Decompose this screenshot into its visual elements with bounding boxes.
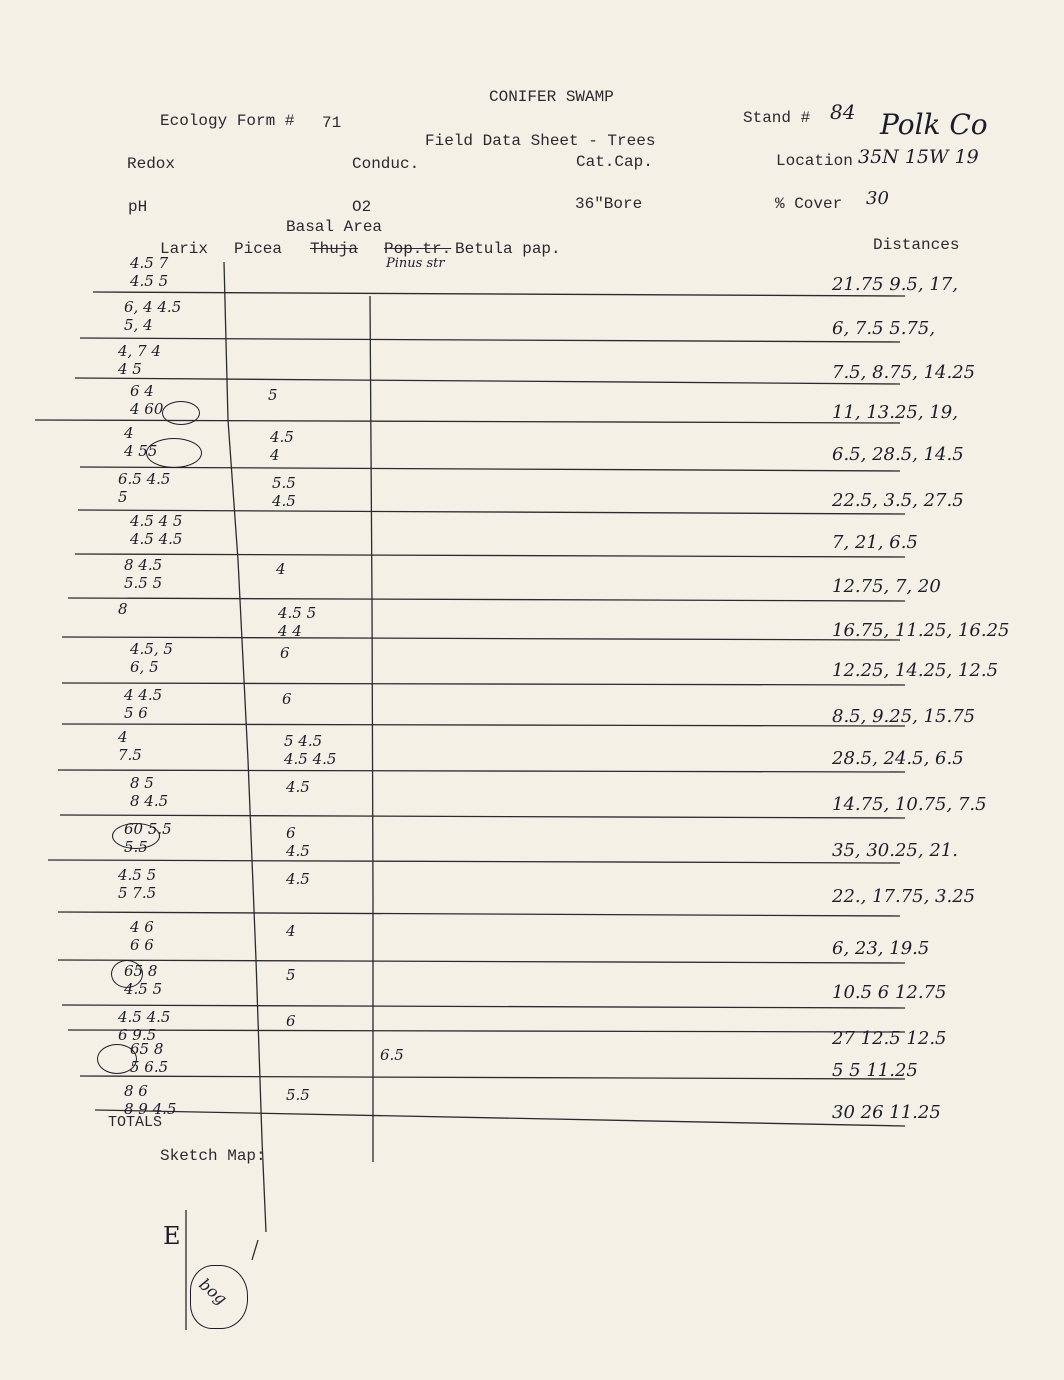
picea-value: 4.5 5 xyxy=(278,604,317,622)
larix-value: 6 6 xyxy=(130,936,154,954)
picea-value: 5 4.5 xyxy=(284,732,323,750)
col-betula: Betula pap. xyxy=(455,240,561,258)
picea-value: 4.5 xyxy=(272,492,296,510)
distances-value: 14.75, 10.75, 7.5 xyxy=(832,794,987,815)
larix-value: 5 7.5 xyxy=(118,884,157,902)
larix-value: 8 6 xyxy=(124,1082,148,1100)
larix-value: 4 60 xyxy=(130,400,164,418)
picea-value: 4 4 xyxy=(278,622,302,640)
picea-value: 6 xyxy=(286,1012,296,1030)
larix-value: 4, 7 4 xyxy=(118,342,161,360)
distances-value: 16.75, 11.25, 16.25 xyxy=(832,620,1010,641)
conduc-label: Conduc. xyxy=(352,155,420,173)
picea-value: 5 xyxy=(286,966,296,984)
totals-label: TOTALS xyxy=(108,1114,163,1131)
picea-value: 4 xyxy=(270,446,280,464)
larix-value: 4 xyxy=(118,728,128,746)
larix-value: 4 5 xyxy=(118,360,142,378)
location-value: 35N 15W 19 xyxy=(858,146,979,168)
larix-value: 8 xyxy=(118,600,128,618)
form-number: 71 xyxy=(322,114,342,132)
picea-value: 5.5 xyxy=(286,1086,310,1104)
larix-value: 6, 5 xyxy=(130,658,159,676)
distances-value: 12.75, 7, 20 xyxy=(832,576,941,597)
distances-value: 12.25, 14.25, 12.5 xyxy=(832,660,999,681)
larix-value: 8 5 xyxy=(130,774,154,792)
distances-value: 7.5, 8.75, 14.25 xyxy=(832,362,976,383)
distances-value: 5 5 11.25 xyxy=(832,1060,918,1081)
o2-label: O2 xyxy=(352,198,372,216)
redox-label: Redox xyxy=(127,155,176,173)
stand-number: 84 xyxy=(830,100,856,124)
picea-value: 6 xyxy=(280,644,290,662)
stand-label: Stand # xyxy=(743,109,811,127)
picea-value: 4.5 xyxy=(286,870,310,888)
larix-value: 65 8 xyxy=(124,962,158,980)
larix-value: 4 6 xyxy=(130,918,154,936)
larix-value: 4.5 4 5 xyxy=(130,512,183,530)
larix-value: 5 6 xyxy=(124,704,148,722)
bore-label: 36"Bore xyxy=(575,195,643,213)
larix-value: 4.5 5 xyxy=(130,272,169,290)
county-note: Polk Co xyxy=(880,108,988,141)
picea-value: 4 xyxy=(276,560,286,578)
larix-value: 5.5 5 xyxy=(124,574,163,592)
larix-value: 4.5 4.5 xyxy=(130,530,183,548)
distances-value: 22., 17.75, 3.25 xyxy=(832,886,976,907)
col-distances: Distances xyxy=(873,236,960,254)
picea-value: 4 xyxy=(286,922,296,940)
distances-value: 35, 30.25, 21. xyxy=(832,840,958,861)
distances-value: 8.5, 9.25, 15.75 xyxy=(832,706,976,727)
larix-value: 4.5, 5 xyxy=(130,640,173,658)
larix-value: 4 4.5 xyxy=(124,686,163,704)
distances-value: 6.5, 28.5, 14.5 xyxy=(832,444,964,465)
picea-value: 4.5 xyxy=(286,842,310,860)
larix-value: 4 55 xyxy=(124,442,158,460)
col-picea: Picea xyxy=(234,240,283,258)
cover-label: % Cover xyxy=(775,195,843,213)
circle-mark xyxy=(162,401,200,425)
col-larix: Larix xyxy=(160,240,209,258)
distances-value: 30 26 11.25 xyxy=(832,1102,941,1123)
sketch-label: Sketch Map: xyxy=(160,1147,266,1165)
picea-value: 6 xyxy=(282,690,292,708)
distances-value: 7, 21, 6.5 xyxy=(832,532,918,553)
pinus-note: Pinus str xyxy=(386,256,445,271)
picea-value: 5 xyxy=(268,386,278,404)
larix-value: 6 9.5 xyxy=(118,1026,157,1044)
larix-value: 8 9 4.5 xyxy=(124,1100,177,1118)
distances-value: 6, 23, 19.5 xyxy=(832,938,930,959)
basal-area-label: Basal Area xyxy=(286,218,383,236)
distances-value: 22.5, 3.5, 27.5 xyxy=(832,490,964,511)
catcap-label: Cat.Cap. xyxy=(576,153,653,171)
larix-value: 8 4.5 xyxy=(124,556,163,574)
picea-value: 5.5 xyxy=(272,474,296,492)
cover-value: 30 xyxy=(866,188,889,209)
sketch-e: E xyxy=(163,1222,181,1250)
picea-value: 6 xyxy=(286,824,296,842)
larix-value: 4.5 7 xyxy=(130,254,169,272)
larix-value: 7.5 xyxy=(118,746,142,764)
larix-value: 5.5 xyxy=(124,838,148,856)
distances-value: 6, 7.5 5.75, xyxy=(832,318,936,339)
ph-label: pH xyxy=(128,198,148,216)
form-subtitle: Field Data Sheet - Trees xyxy=(425,132,656,150)
larix-value: 65 8 xyxy=(130,1040,164,1058)
larix-value: 5 xyxy=(118,488,128,506)
picea-value: 4.5 4.5 xyxy=(284,750,337,768)
larix-value: 5 6.5 xyxy=(130,1058,169,1076)
larix-value: 8 4.5 xyxy=(130,792,169,810)
form-label: Ecology Form # xyxy=(160,112,295,130)
sketch-bog: bog xyxy=(195,1274,231,1309)
form-title: CONIFER SWAMP xyxy=(489,88,614,106)
larix-value: 60 5.5 xyxy=(124,820,172,838)
larix-value: 6.5 4.5 xyxy=(118,470,171,488)
col-thuja: Thuja xyxy=(310,240,359,258)
picea-value: 4.5 xyxy=(286,778,310,796)
larix-value: 4 xyxy=(124,424,134,442)
larix-value: 5, 4 xyxy=(124,316,153,334)
distances-value: 28.5, 24.5, 6.5 xyxy=(832,748,964,769)
picea-value: 4.5 xyxy=(270,428,294,446)
distances-value: 11, 13.25, 19, xyxy=(832,402,958,423)
larix-value: 6 4 xyxy=(130,382,154,400)
other-value: 6.5 xyxy=(380,1046,404,1064)
distances-value: 10.5 6 12.75 xyxy=(832,982,947,1003)
larix-value: 4.5 4.5 xyxy=(118,1008,171,1026)
distances-value: 27 12.5 12.5 xyxy=(832,1028,947,1049)
larix-value: 4.5 5 xyxy=(124,980,163,998)
larix-value: 4.5 5 xyxy=(118,866,157,884)
location-label: Location xyxy=(776,152,853,170)
distances-value: 21.75 9.5, 17, xyxy=(832,274,958,295)
larix-value: 6, 4 4.5 xyxy=(124,298,182,316)
col-poptr: Pop.tr. xyxy=(384,240,452,258)
